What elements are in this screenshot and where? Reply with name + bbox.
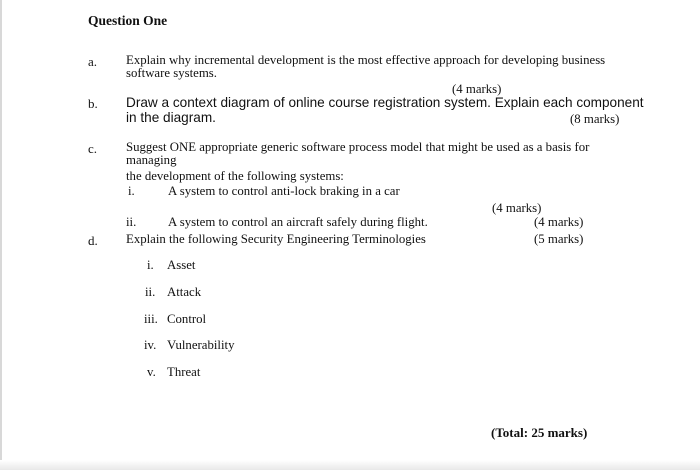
question-a-letter: a. — [88, 54, 98, 69]
question-d-line1: Explain the following Security Engineering Terminologies — [126, 232, 426, 246]
question-d-letter: d. — [88, 233, 98, 248]
term-item-text: Asset — [167, 258, 196, 272]
question-c-item-ii-marks: (4 marks) — [534, 215, 584, 229]
term-item-text: Threat — [167, 365, 201, 379]
question-b-letter: b. — [88, 96, 98, 111]
total-marks: (Total: 25 marks) — [491, 425, 588, 440]
term-item-num: iii. — [144, 312, 158, 326]
question-c-line1: Suggest ONE appropriate generic software process model that might be used as a basis for — [126, 140, 590, 154]
question-c-item-i-text: A system to control anti-lock braking in a car — [168, 184, 400, 198]
term-item-text: Vulnerability — [167, 338, 235, 352]
left-border — [0, 0, 2, 470]
term-item-num: i. — [147, 258, 154, 272]
term-item-num: v. — [147, 365, 156, 379]
term-item-text: Control — [167, 312, 207, 326]
question-a-line2: software systems. — [126, 66, 217, 80]
term-item-num: ii. — [145, 285, 156, 299]
term-item-text: Attack — [167, 285, 202, 299]
question-c-line3: the development of the following systems: — [126, 169, 344, 183]
question-c-item-ii-num: ii. — [126, 215, 137, 229]
question-c-letter: c. — [88, 141, 98, 156]
question-b-marks: (8 marks) — [570, 112, 620, 126]
question-a-line1: Explain why incremental development is the most effective approach for developing business — [126, 53, 606, 67]
question-c-line2: managing — [126, 153, 177, 167]
question-c-item-i-num: i. — [128, 184, 135, 198]
question-d-marks: (5 marks) — [534, 232, 584, 246]
term-item-num: iv. — [144, 338, 157, 352]
question-b-line2: in the diagram. — [126, 110, 216, 125]
question-c-item-ii-text: A system to control an aircraft safely during flight. — [168, 215, 428, 229]
question-title: Question One — [88, 13, 168, 28]
bottom-edge — [0, 460, 700, 470]
question-b-line1: Draw a context diagram of online course registration system. Explain each component — [126, 95, 644, 110]
question-a-marks: (4 marks) — [452, 82, 502, 96]
question-c-item-i-marks: (4 marks) — [492, 201, 542, 215]
